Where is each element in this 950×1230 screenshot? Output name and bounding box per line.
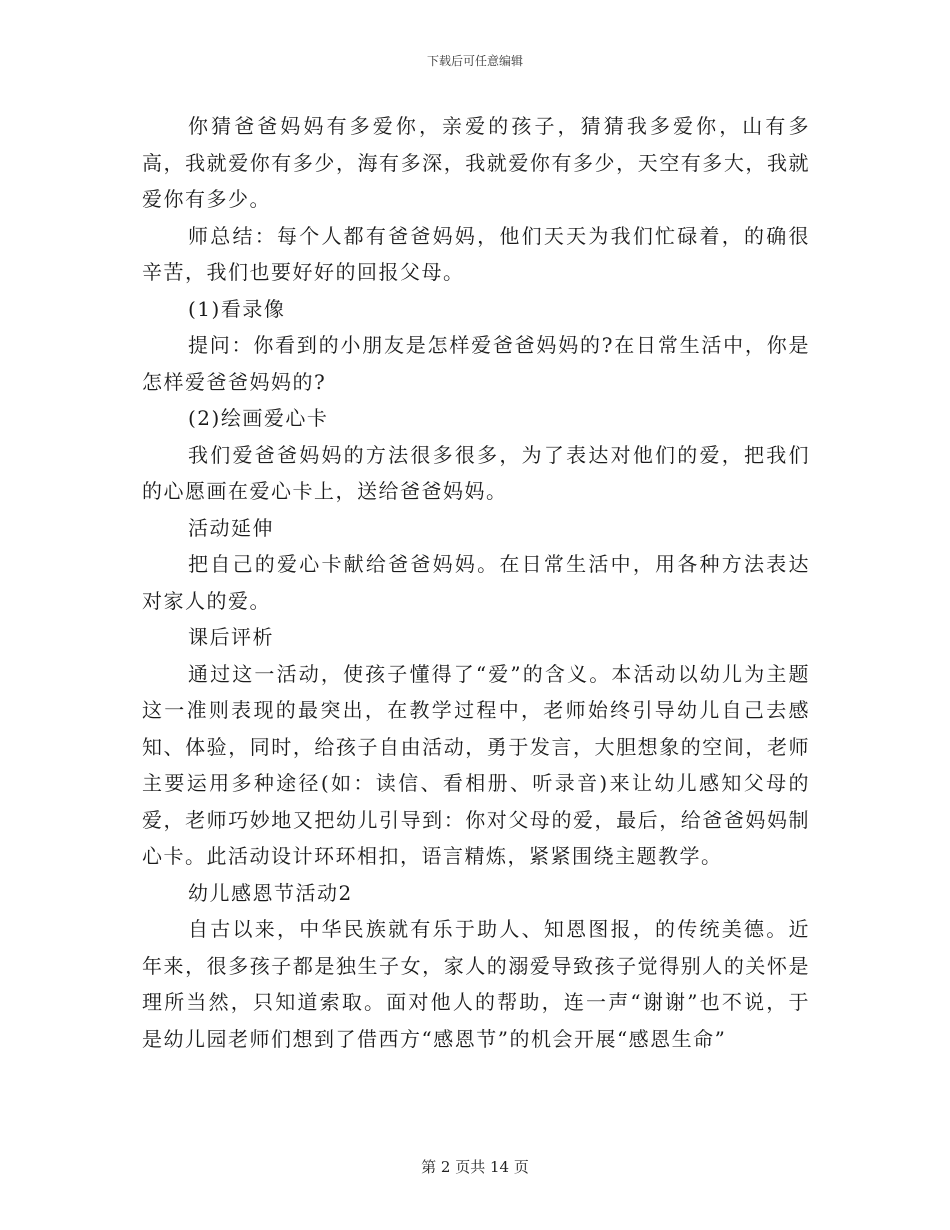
- paragraph-question: 提问：你看到的小朋友是怎样爱爸爸妈妈的?在日常生活中，你是怎样爱爸爸妈妈的?: [142, 333, 810, 394]
- paragraph-poem: 你猜爸爸妈妈有多爱你，亲爱的孩子，猜猜我多爱你，山有多高，我就爱你有多少，海有多深，我就爱你有多少，天空有多大，我就爱你有多少。: [142, 114, 810, 211]
- heading-draw-love-card: (2)绘画爱心卡: [188, 406, 329, 430]
- heading-activity-2: 幼儿感恩节活动2: [188, 880, 353, 905]
- heading-evaluation: 课后评析: [188, 625, 274, 649]
- heading-watch-video: (1)看录像: [188, 296, 286, 321]
- heading-activity-extension: 活动延伸: [188, 515, 274, 540]
- paragraph-activity-extension: 把自己的爱心卡献给爸爸妈妈。在日常生活中，用各种方法表达对家人的爱。: [142, 552, 810, 613]
- page-footer: 第 2 页共 14 页: [421, 1158, 529, 1176]
- document-body: [142, 108, 810, 1057]
- page-header: 下载后可任意编辑: [426, 54, 523, 68]
- paragraph-activity-2-intro: 自古以来，中华民族就有乐于助人、知恩图报，的传统美德。近年来，很多孩子都是独生子女，家人的溺爱导致孩子觉得别人的关怀是理所当然，只知道索取。面对他人的帮助，连一声“谢谢”也不说，于是幼儿园老师们想到了借西方“感恩节”的机会开展“感恩生命”: [142, 917, 810, 1051]
- paragraph-love-card: 我们爱爸爸妈妈的方法很多很多，为了表达对他们的爱，把我们的心愿画在爱心卡上，送给爸爸妈妈。: [142, 442, 810, 503]
- paragraph-evaluation: 通过这一活动，使孩子懂得了“爱”的含义。本活动以幼儿为主题这一准则表现的最突出，在教学过程中，老师始终引导幼儿自己去感知、体验，同时，给孩子自由活动，勇于发言，大胆想象的空间，老师主要运用多种途径(如：读信、看相册、听录音)来让幼儿感知父母的爱，老师巧妙地又把幼儿引导到：你对父母的爱，最后，给爸爸妈妈制心卡。此活动设计环环相扣，语言精炼，紧紧围绕主题教学。: [142, 661, 810, 868]
- paragraph-teacher-summary: 师总结：每个人都有爸爸妈妈，他们天天为我们忙碌着，的确很辛苦，我们也要好好的回报父母。: [142, 223, 810, 284]
